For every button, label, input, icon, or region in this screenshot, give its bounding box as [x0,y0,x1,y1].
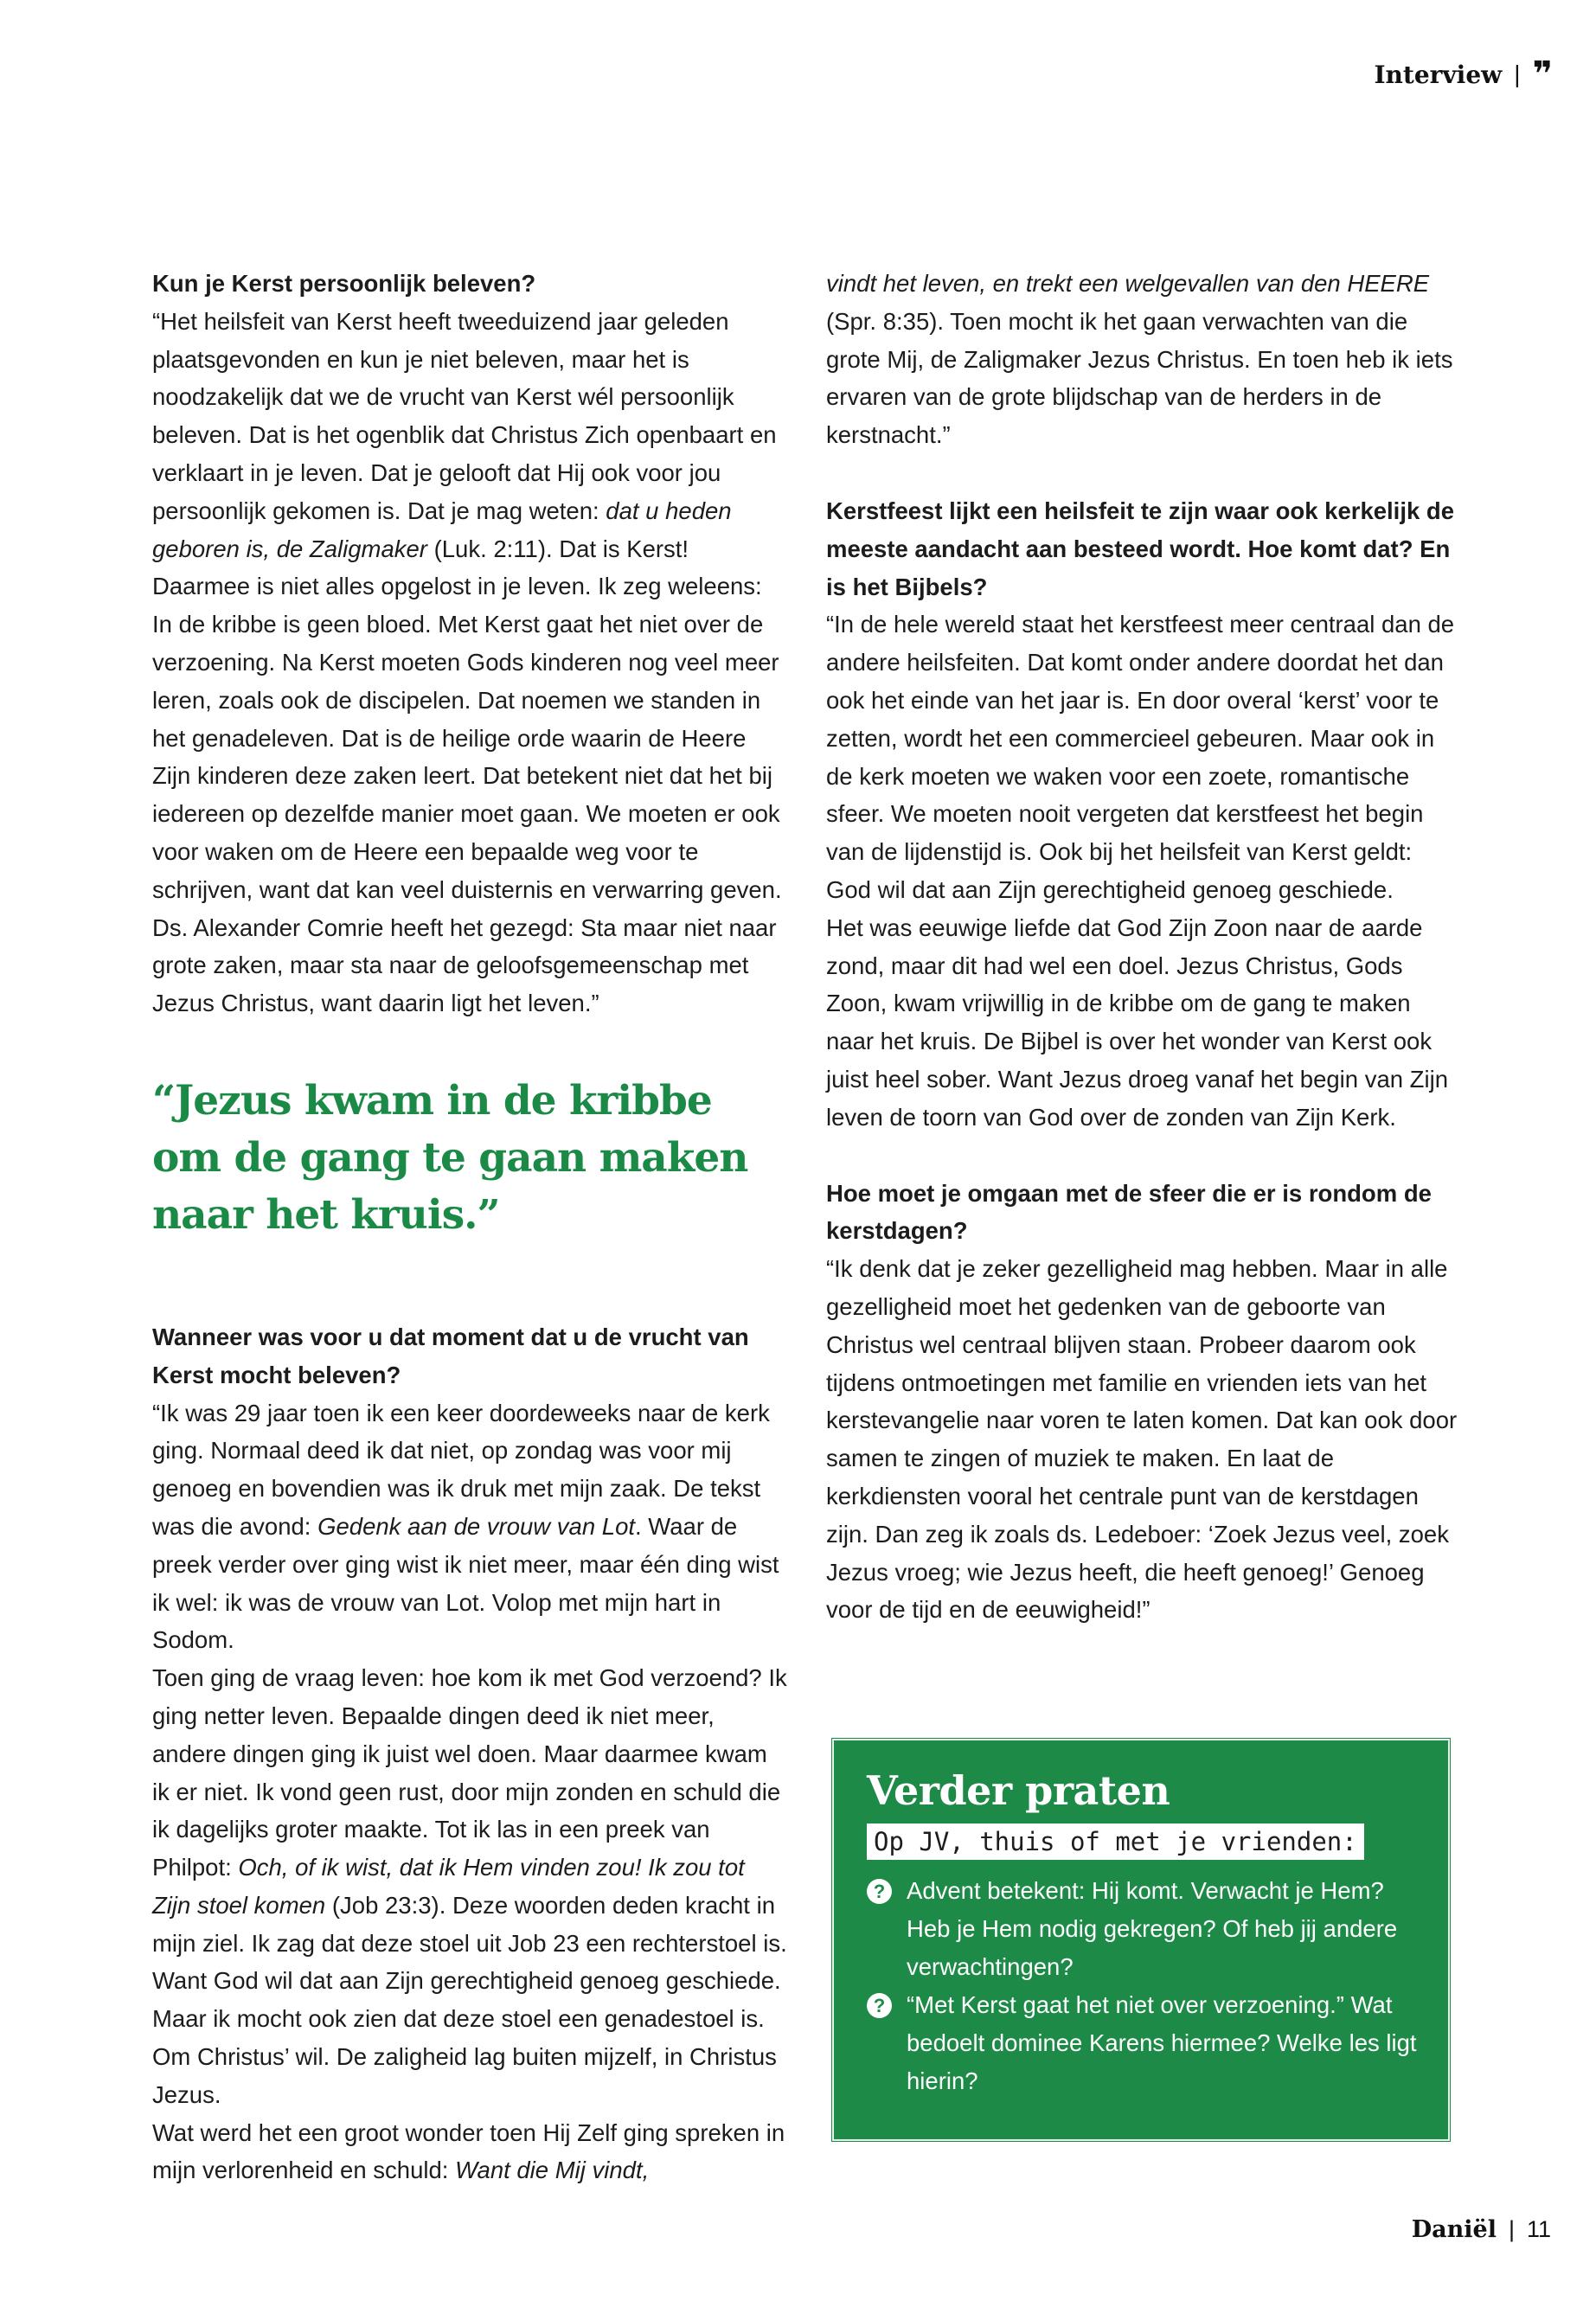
discussion-box-title: Verder praten [867,1767,1170,1814]
discussion-item-text: “Met Kerst gaat het niet over verzoening.” Wat bedoelt dominee Karens hiermee? Welke les ligt hierin? [907,1991,1417,2094]
pull-quote: “Jezus kwam in de kribbe om de gang te gaan maken naar het kruis.” [152,1076,748,1239]
answer-2-p3: Wat werd het een groot wonder toen Hij Zelf ging spreken in mijn verlorenheid en schuld: Want die Mij vindt, [152,2118,785,2184]
discussion-item [867,1872,1420,1986]
question-bubble-icon: ? [867,1879,892,1904]
page-header [1374,54,1553,94]
question-1: Kun je Kerst persoonlijk beleven? [152,270,536,297]
answer-3-p2: Het was eeuwige liefde dat God Zijn Zoon naar de aarde zond, maar dit had wel een doel. Jezus Christus, Gods Zoon, kwam vrijwillig in de kribbe om de gang te maken naar het kruis. De Bijbel is over het wonder van Kerst ook juist heel sober. Want Jezus droeg vanaf het begin van Zijn leven de toorn van God over de zonden van Zijn Kerk. [826,913,1448,1131]
answer-2-continuation: vindt het leven, en trekt een welgevallen van den HEERE (Spr. 8:35). Toen mocht ik het gaan verwachten van die grote Mij, de Zaligmaker Jezus Christus. En toen heb ik iets ervaren van de grote blijdschap van de herders in de kerstnacht.” [826,270,1453,449]
answer-3-p1: “In de hele wereld staat het kerstfeest meer centraal dan de andere heilsfeiten. Dat komt onder andere doordat het dan ook het einde van het jaar is. En door overal ‘kerst’ voor te zetten, wordt het een commercieel gebeuren. Maar ook in de kerk moeten we waken voor een zoete, romantische sfeer. We moeten nooit vergeten dat kerstfeest het begin van de lijdenstijd is. Ook bij het heilsfeit van Kerst geldt: God wil dat aan Zijn gerechtigheid genoeg geschiede. [826,611,1455,903]
left-column [152,265,788,2189]
answer-1-p2: Daarmee is niet alles opgelost in je leven. Ik zeg weleens: In de kribbe is geen bloed. Met Kerst gaat het niet over de verzoening. Na Kerst moeten Gods kinderen nog veel meer leren, zoals ook de discipelen. Dat noemen we standen in het genadeleven. Dat is de heilige orde waarin de Heere Zijn kinderen deze zaken leert. Dat betekent niet dat het bij iedereen op dezelfde manier moet gaan. We moeten er ook voor waken om de Heere een bepaalde weg voor te schrijven, want dat kan veel duisternis en verwarring geven. Ds. Alexander Comrie heeft het gezegd: Sta maar niet naar grote zaken, maar sta naar de geloofsgemeenschap met Jezus Christus, want daarin ligt het leven.” [152,573,782,1017]
answer-2-p1: “Ik was 29 jaar toen ik een keer doordeweeks naar de kerk ging. Normaal deed ik dat niet, op zondag was voor mij genoeg en bovendien was ik druk met mijn zaak. De tekst was die avond: Gedenk aan de vrouw van Lot. Waar de preek verder over ging wist ik niet meer, maar één ding wist ik wel: ik was de vrouw van Lot. Volop met mijn hart in Sodom. [152,1399,779,1654]
discussion-box-subtitle: Op JV, thuis of met je vrienden: [867,1823,1364,1860]
magazine-name: Daniël [1411,2216,1497,2243]
footer-separator: | [1508,2216,1515,2242]
question-3: Kerstfeest lijkt een heilsfeit te zijn waar ook kerkelijk de meeste aandacht aan besteed wordt. Hoe komt dat? En is het Bijbels? [826,497,1454,600]
right-column [826,265,1462,1629]
answer-1-p1: “Het heilsfeit van Kerst heeft tweeduizend jaar geleden plaatsgevonden en kun je niet beleven, maar het is noodzakelijk dat we de vrucht van Kerst wél persoonlijk beleven. Dat is het ogenblik dat Christus Zich openbaart en verklaart in je leven. Dat je gelooft dat Hij ook voor jou persoonlijk gekomen is. Dat je mag weten: dat u heden geboren is, de Zaligmaker (Luk. 2:11). Dat is Kerst! [152,307,777,562]
header-separator: | [1514,61,1521,87]
question-4: Hoe moet je omgaan met de sfeer die er is rondom de kerstdagen? [826,1179,1432,1245]
question-bubble-icon: ? [867,1993,892,2018]
discussion-item [867,1986,1420,2100]
answer-4: “Ik denk dat je zeker gezelligheid mag hebben. Maar in alle gezelligheid moet het gedenken van de geboorte van Christus wel centraal blijven staan. Probeer daarom ook tijdens ontmoetingen met familie en vrienden iets van het kerstevangelie naar voren te laten komen. Dat kan ook door samen te zingen of muziek te maken. En laat de kerkdiensten vooral het centrale punt van de kerstdagen zijn. Dan zeg ik zoals ds. Ledeboer: ‘Zoek Jezus veel, zoek Jezus vroeg; wie Jezus heeft, die heeft genoeg!’ Genoeg voor de tijd en de eeuwigheid!” [826,1255,1458,1624]
discussion-box [832,1739,1450,2141]
section-label: Interview [1374,60,1503,89]
page-footer [1412,2216,1551,2243]
quote-mark-icon: ❞ [1532,54,1553,94]
discussion-list [867,1872,1420,2100]
question-2: Wanneer was voor u dat moment dat u de vrucht van Kerst mocht beleven? [152,1323,749,1388]
page-number: 11 [1526,2216,1551,2242]
discussion-item-text: Advent betekent: Hij komt. Verwacht je Hem? Heb je Hem nodig gekregen? Of heb jij andere verwachtingen? [907,1877,1398,1980]
answer-2-p2: Toen ging de vraag leven: hoe kom ik met God verzoend? Ik ging netter leven. Bepaalde dingen deed ik niet meer, andere dingen ging ik juist wel doen. Maar daarmee kwam ik er niet. Ik vond geen rust, door mijn zonden en schuld die ik dagelijks groter maakte. Tot ik las in een preek van Philpot: Och, of ik wist, dat ik Hem vinden zou! Ik zou tot Zijn stoel komen (Job 23:3). Deze woorden deden kracht in mijn ziel. Ik zag dat deze stoel uit Job 23 een rechterstoel is. Want God wil dat aan Zijn gerechtigheid genoeg geschiede. Maar ik mocht ook zien dat deze stoel een genadestoel is. Om Christus’ wil. De zaligheid lag buiten mijzelf, in Christus Jezus. [152,1664,787,2108]
